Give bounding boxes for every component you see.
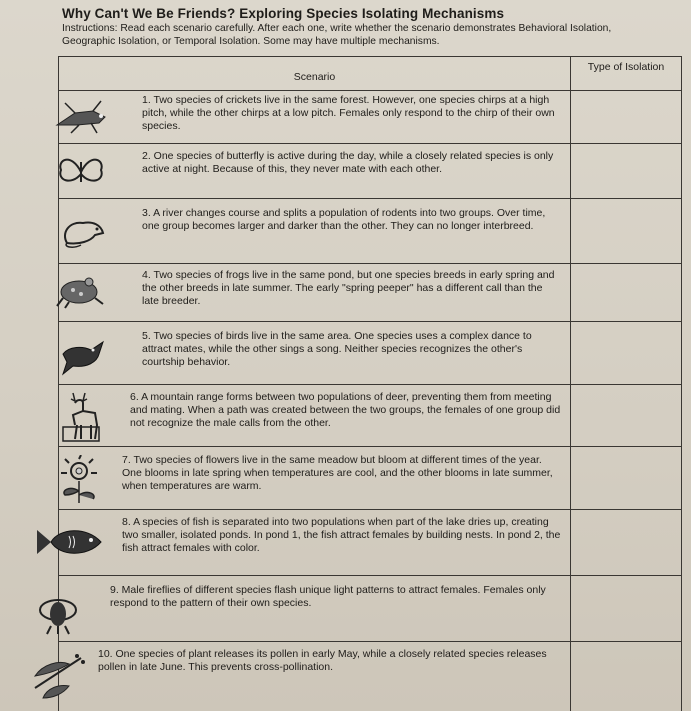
- answer-cell[interactable]: [571, 447, 682, 510]
- scenario-cell: [59, 510, 571, 576]
- rodent-icon: [61, 215, 107, 249]
- deer-icon: [61, 389, 101, 443]
- scenario-cell: [59, 385, 571, 447]
- scenario-text: 5. Two species of birds live in the same area. One species uses a complex dance to attract mates, while the other sings a song. Neither species recognizes the other's courtship behavior.: [142, 330, 532, 368]
- scenario-text: 9. Male fireflies of different species flash unique light patterns to attract females. Females only respond to the pattern of their own species.: [110, 584, 546, 609]
- table-row: [59, 144, 682, 199]
- table-row: [59, 642, 682, 711]
- table-row: [59, 447, 682, 510]
- scenario-cell: [59, 199, 571, 264]
- table-row: [59, 385, 682, 447]
- table-row: [59, 264, 682, 322]
- table-row: [59, 322, 682, 385]
- fish-icon: [33, 524, 105, 560]
- scenario-cell: [59, 576, 571, 642]
- answer-cell[interactable]: [571, 91, 682, 144]
- scenario-text: 10. One species of plant releases its pollen in early May, while a closely related species releases pollen in late June. This prevents cross-pollination.: [98, 648, 547, 673]
- isolation-table: [58, 56, 682, 711]
- firefly-icon: [35, 590, 81, 636]
- table-row: [59, 576, 682, 642]
- answer-cell[interactable]: [571, 144, 682, 199]
- scenario-cell: [59, 642, 571, 711]
- scenario-text: 2. One species of butterfly is active during the day, while a closely related species is only active at night. Because of this, they never mate with each other.: [142, 150, 554, 175]
- answer-cell[interactable]: [571, 576, 682, 642]
- table-row: [59, 199, 682, 264]
- answer-cell[interactable]: [571, 385, 682, 447]
- answer-cell[interactable]: [571, 510, 682, 576]
- worksheet-instructions: Instructions: Read each scenario carefully. After each one, write whether the scenario demonstrates Behavioral Isolation, Geographic Isolation, or Temporal Isolation. Some may have multiple mechanisms.: [62, 23, 612, 47]
- answer-cell[interactable]: [571, 199, 682, 264]
- scenario-header: Scenario: [59, 57, 571, 91]
- scenario-text: 1. Two species of crickets live in the same forest. However, one species chirps at a high pitch, while the other chirps at a low pitch. Females only respond to the chirp of their own species.: [142, 94, 555, 132]
- bird-icon: [59, 336, 107, 376]
- scenario-text: 8. A species of fish is separated into two populations when part of the lake dries up, creating two smaller, isolated ponds. In pond 1, the fish attract females by building nests. In pond 2, the fish attract females with color.: [122, 516, 561, 554]
- scenario-cell: [59, 264, 571, 322]
- table-row: [59, 510, 682, 576]
- answer-cell[interactable]: [571, 642, 682, 711]
- scenario-cell: [59, 91, 571, 144]
- table-row: [59, 91, 682, 144]
- worksheet-title: Why Can't We Be Friends? Exploring Species Isolating Mechanisms: [62, 6, 505, 21]
- scenario-text: 6. A mountain range forms between two populations of deer, preventing them from meeting and mating. When a path was created between the two groups, the females of one group did not recognize the male calls from the other.: [130, 391, 561, 429]
- frog-icon: [55, 272, 105, 310]
- scenario-text: 4. Two species of frogs live in the same pond, but one species breeds in early spring and the other breeds in late summer. The early "spring peeper" has a different call than the late breeder.: [142, 269, 555, 307]
- cricket-icon: [55, 99, 109, 135]
- answer-cell[interactable]: [571, 264, 682, 322]
- scenario-cell: [59, 144, 571, 199]
- scenario-cell: [59, 447, 571, 510]
- flower-icon: [57, 455, 103, 505]
- butterfly-icon: [57, 156, 105, 188]
- answer-cell[interactable]: [571, 322, 682, 385]
- type-header: Type of Isolation: [571, 57, 682, 91]
- scenario-text: 7. Two species of flowers live in the same meadow but bloom at different times of the year. One blooms in late spring when temperatures are cool, and the other blooms in late summer, when temperatures are warm.: [122, 454, 553, 492]
- scenario-cell: [59, 322, 571, 385]
- plant-icon: [29, 648, 89, 706]
- scenario-text: 3. A river changes course and splits a population of rodents into two groups. Over time, one group becomes larger and darker than the other. They can no longer interbreed.: [142, 207, 546, 232]
- table-header-row: [59, 57, 682, 91]
